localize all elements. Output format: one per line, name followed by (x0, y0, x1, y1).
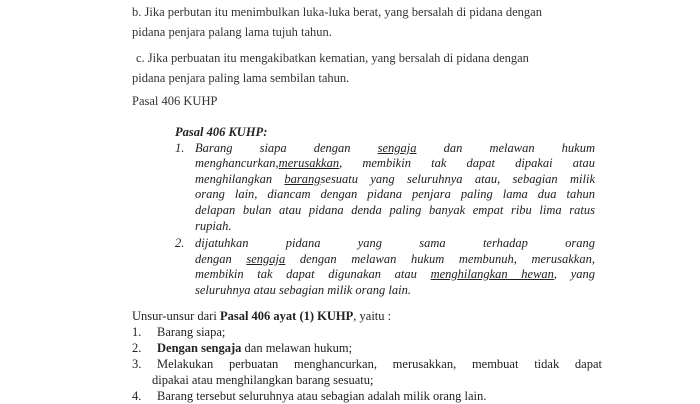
text: membikin tak dapat digunakan atau (195, 267, 431, 282)
text: , yang (553, 267, 595, 282)
quote-item-1-line6: rupiah. (195, 218, 232, 233)
quote-item-2-line4: seluruhnya atau sebagian milik orang lain. (195, 282, 411, 297)
underlined-text: merusakkan (278, 156, 340, 171)
list-item (132, 324, 602, 340)
text: menghilangkan (195, 171, 285, 186)
text: , yaitu : (353, 309, 392, 323)
text: dengan melawan hukum membunuh, merusakkan, (285, 251, 595, 266)
list-text: Barang tersebut seluruhnya atau sebagian adalah milik orang lain. (157, 389, 487, 403)
list-item (132, 388, 602, 404)
list-text: Barang siapa; (157, 325, 226, 339)
bold-text: Dengan sengaja (157, 341, 242, 355)
list-text-line2: dipakai atau menghilangkan barang sesuatu; (152, 373, 374, 387)
paragraph-b-line1: b. Jika perbutan itu menimbulkan luka-luka berat, yang bersalah di pidana dengan (132, 5, 542, 19)
text: Barang siapa dengan (195, 140, 378, 155)
paragraph-b (132, 2, 592, 42)
underlined-text: barang (284, 171, 321, 186)
quote-item-2 (175, 236, 595, 298)
list-item (132, 340, 602, 356)
quoted-article (175, 125, 595, 299)
list-number: 1. (132, 325, 142, 339)
list-number: 3. (132, 357, 142, 371)
quote-item-1-line5: delapan bulan atau pidana denda paling banyak empat ribu lima ratus (195, 202, 595, 217)
paragraph-b-line2: pidana penjara palang lama tujuh tahun. (132, 25, 332, 39)
quote-item-1-line2 (195, 156, 595, 172)
quote-item-2-line1: dijatuhkan pidana yang sama terhadap orang (195, 236, 595, 251)
paragraph-c-line1: c. Jika perbuatan itu mengakibatkan kematian, yang bersalah di pidana dengan (136, 51, 529, 65)
list-number: 4. (132, 389, 142, 403)
quote-item-2-number: 2. (175, 236, 185, 251)
quote-item-1-line3 (195, 172, 595, 188)
quote-item-2-line3 (195, 267, 595, 283)
text: dan melawan hukum (416, 140, 595, 155)
quote-title: Pasal 406 KUHP: (175, 125, 268, 139)
section-heading: Pasal 406 KUHP (132, 94, 218, 108)
paragraph-c-line2: pidana penjara paling lama sembilan tahun. (132, 71, 350, 85)
elements-section (132, 308, 602, 404)
list-text-line1: Melakukan perbuatan menghancurkan, merusakkan, membuat tidak dapat (157, 357, 602, 371)
underlined-text: menghilangkan hewan (430, 267, 554, 282)
underlined-text: sengaja (246, 251, 286, 266)
paragraph-c (132, 48, 592, 88)
list-text: dan melawan hukum; (241, 341, 353, 355)
quote-item-1 (175, 141, 595, 235)
list-item (132, 356, 602, 388)
text: sesuatu yang seluruhnya atau, sebagian milik (320, 171, 595, 186)
text: , membikin tak dapat dipakai atau (339, 156, 595, 171)
text: menghancurkan, (195, 156, 279, 171)
text: dengan (195, 251, 247, 266)
quote-item-2-line2 (195, 252, 595, 268)
text: Unsur-unsur dari (132, 309, 220, 323)
list-number: 2. (132, 341, 142, 355)
quote-item-1-line4: orang lain, diancam dengan pidana penjara paling lama dua tahun (195, 187, 595, 202)
quote-item-1-number: 1. (175, 140, 185, 155)
bold-text: Pasal 406 ayat (1) KUHP (219, 309, 354, 323)
quote-item-1-line1 (195, 141, 595, 157)
underlined-text: sengaja (377, 140, 417, 155)
elements-intro (132, 308, 602, 324)
